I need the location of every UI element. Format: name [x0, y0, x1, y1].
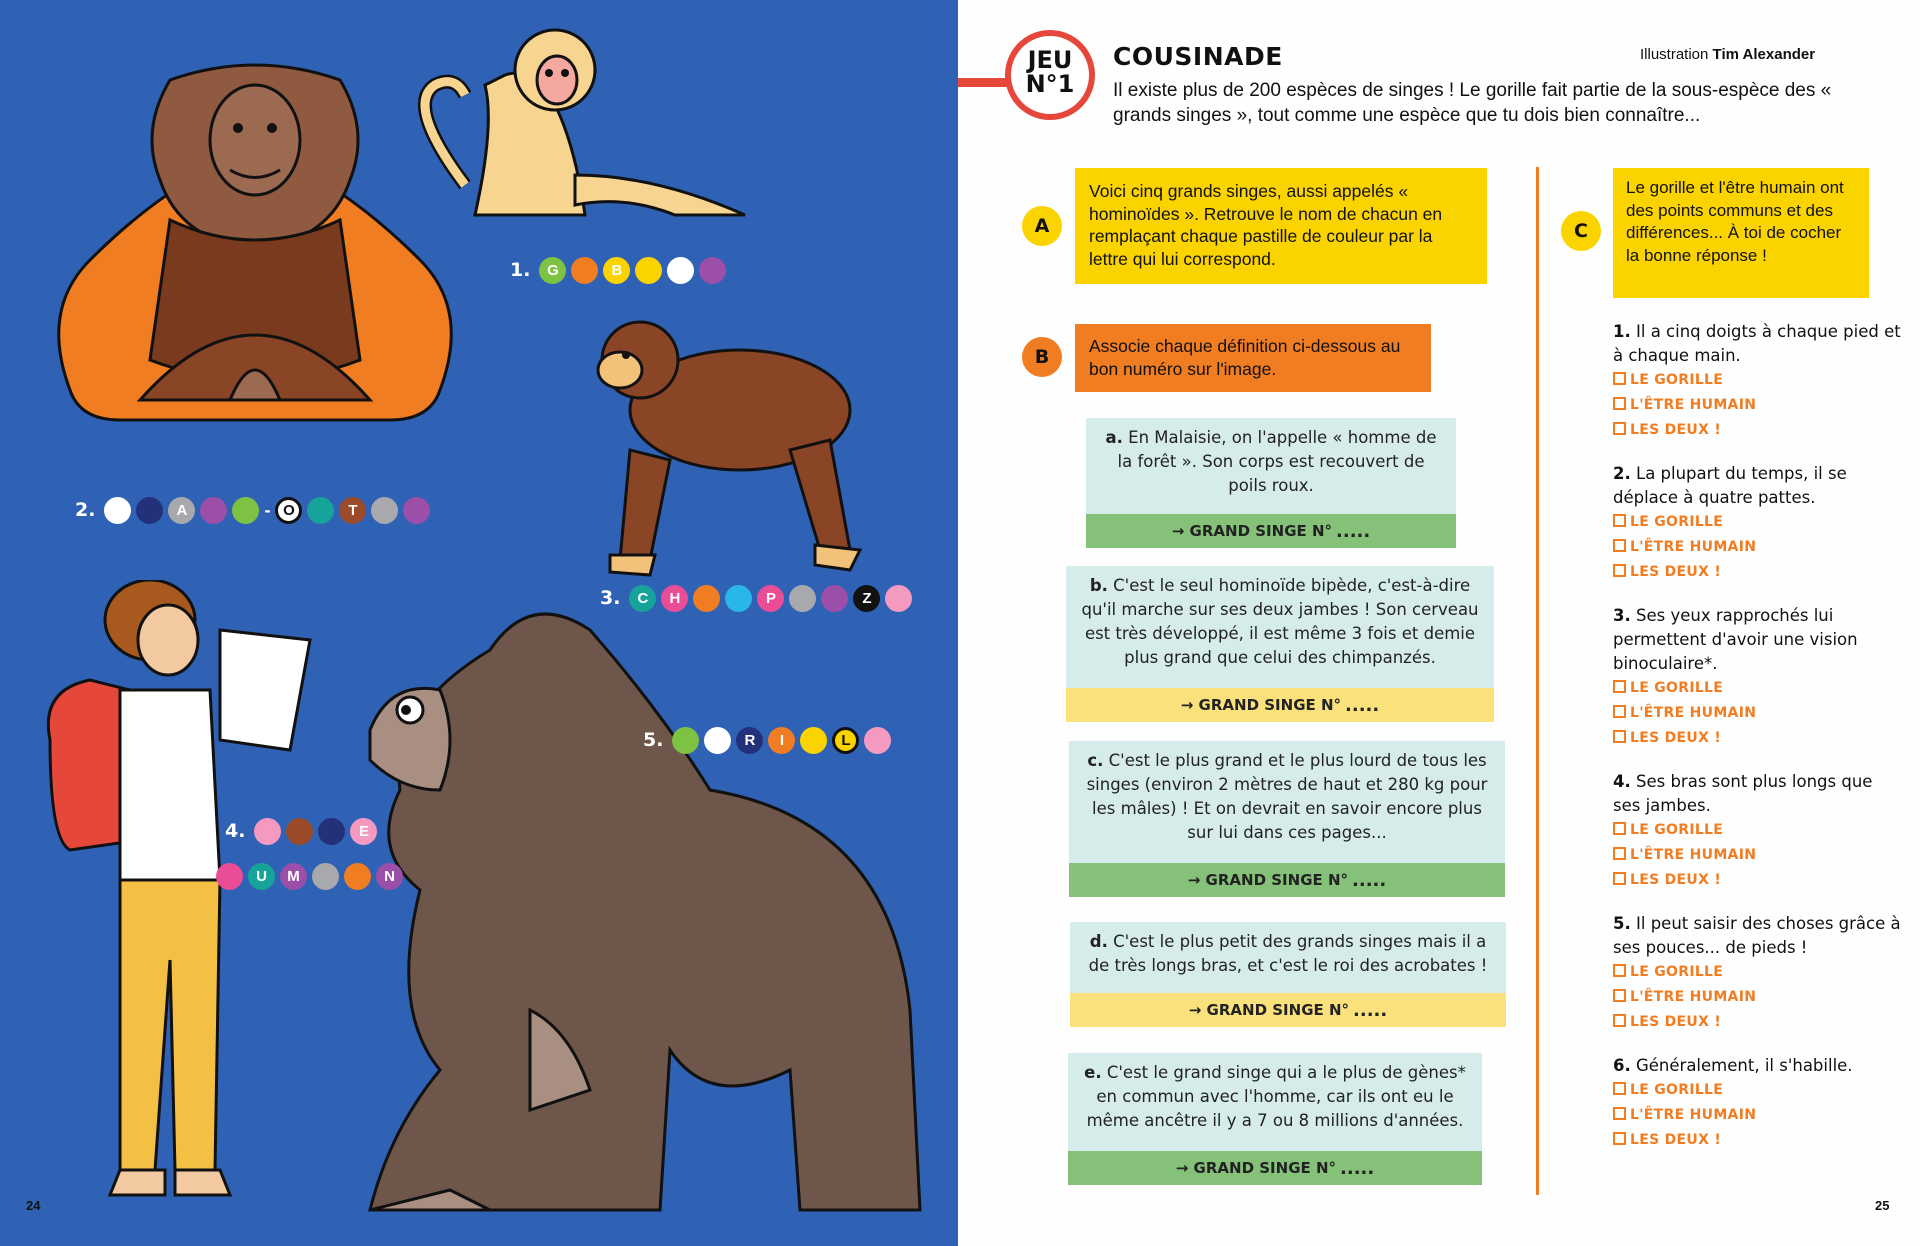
option-label: LES DEUX !: [1630, 1132, 1722, 1148]
column-divider: [1536, 167, 1539, 1195]
checkbox-icon[interactable]: [1613, 514, 1626, 527]
section-a-instruction: Voici cinq grands singes, aussi appelés « hominoïdes ». Retrouve le nom de chacun en remplaçant chaque pastille de couleur par la lettre qui lui correspond.: [1075, 168, 1487, 284]
definition-card-c: [1069, 741, 1505, 897]
question-6: [1613, 1054, 1903, 1153]
option-label: L'ÊTRE HUMAIN: [1630, 1107, 1757, 1123]
section-c-letter: C: [1574, 220, 1588, 242]
question-body: La plupart du temps, il se déplace à quatre pattes.: [1613, 464, 1847, 507]
answer-strip[interactable]: [1066, 688, 1494, 722]
checkbox-icon[interactable]: [1613, 872, 1626, 885]
illustration-credit: [1640, 46, 1815, 63]
color-dot: U: [248, 863, 275, 890]
color-dot: [403, 497, 430, 524]
answer-option[interactable]: [1613, 560, 1903, 585]
color-dot: [232, 497, 259, 524]
page-number-left: 24: [26, 1198, 41, 1213]
option-label: LES DEUX !: [1630, 564, 1722, 580]
answer-blank[interactable]: .....: [1340, 1157, 1375, 1179]
color-dot: [821, 585, 848, 612]
card-definition: En Malaisie, on l'appelle « homme de la forêt ». Son corps est recouvert de poils roux.: [1117, 428, 1437, 495]
checkbox-icon[interactable]: [1613, 1107, 1626, 1120]
option-label: LES DEUX !: [1630, 730, 1722, 746]
question-number: 2.: [1613, 464, 1631, 483]
answer-blank[interactable]: .....: [1353, 999, 1388, 1021]
color-dot: [693, 585, 720, 612]
game-badge: [1005, 30, 1095, 120]
card-text: [1069, 741, 1505, 845]
answer-label: → GRAND SINGE N°: [1188, 1001, 1350, 1019]
question-text: [1613, 462, 1903, 510]
code-dash: -: [264, 499, 271, 520]
code-number: 1.: [510, 259, 531, 281]
checkbox-icon[interactable]: [1613, 397, 1626, 410]
color-dot: [371, 497, 398, 524]
card-letter: c.: [1087, 751, 1104, 770]
question-number: 3.: [1613, 606, 1631, 625]
checkbox-icon[interactable]: [1613, 1132, 1626, 1145]
answer-option[interactable]: [1613, 368, 1903, 393]
code-row-5: [643, 725, 891, 755]
answer-option[interactable]: [1613, 985, 1903, 1010]
question-number: 6.: [1613, 1056, 1631, 1075]
option-label: L'ÊTRE HUMAIN: [1630, 397, 1757, 413]
left-page: [0, 0, 958, 1246]
color-dot: M: [280, 863, 307, 890]
color-dot: [286, 818, 313, 845]
question-number: 4.: [1613, 772, 1631, 791]
answer-option[interactable]: [1613, 843, 1903, 868]
color-dot: [635, 257, 662, 284]
page-title: COUSINADE: [1113, 42, 1283, 71]
color-dot: [307, 497, 334, 524]
code-row-1: [510, 255, 726, 285]
answer-blank[interactable]: .....: [1345, 694, 1380, 716]
definition-card-d: [1070, 922, 1506, 1027]
section-c-instruction: Le gorille et l'être humain ont des points communs et des différences... À toi de cocher la bonne réponse !: [1613, 168, 1869, 298]
answer-blank[interactable]: .....: [1352, 869, 1387, 891]
checkbox-icon[interactable]: [1613, 989, 1626, 1002]
color-dot: [667, 257, 694, 284]
gorilla-illustration: [330, 590, 930, 1230]
checkbox-icon[interactable]: [1613, 847, 1626, 860]
answer-strip[interactable]: [1068, 1151, 1482, 1185]
option-label: LE GORILLE: [1630, 514, 1724, 530]
question-4: [1613, 770, 1903, 893]
color-dot: O: [275, 497, 302, 524]
card-text: [1086, 418, 1456, 498]
answer-option[interactable]: [1613, 1128, 1903, 1153]
checkbox-icon[interactable]: [1613, 730, 1626, 743]
color-dot: [344, 863, 371, 890]
color-dot: P: [757, 585, 784, 612]
gibbon-illustration: [405, 25, 845, 255]
section-b-marker: [1022, 337, 1062, 377]
code-row-2: [75, 495, 430, 525]
color-dot: [318, 818, 345, 845]
color-dot: [725, 585, 752, 612]
section-b-instruction: Associe chaque définition ci-dessous au bon numéro sur l'image.: [1075, 324, 1431, 392]
question-text: [1613, 770, 1903, 818]
color-dot: [216, 863, 243, 890]
color-dot: C: [629, 585, 656, 612]
color-dot: [104, 497, 131, 524]
question-5: [1613, 912, 1903, 1035]
answer-option[interactable]: [1613, 818, 1903, 843]
color-dot: A: [168, 497, 195, 524]
card-text: [1068, 1053, 1482, 1133]
answer-label: → GRAND SINGE N°: [1187, 871, 1349, 889]
checkbox-icon[interactable]: [1613, 680, 1626, 693]
credit-name: Tim Alexander: [1712, 46, 1816, 63]
checkbox-icon[interactable]: [1613, 964, 1626, 977]
option-label: LE GORILLE: [1630, 680, 1724, 696]
question-body: Ses bras sont plus longs que ses jambes.: [1613, 772, 1873, 815]
question-text: [1613, 1054, 1903, 1078]
chimpanzee-illustration: [590, 300, 920, 580]
answer-strip[interactable]: [1070, 993, 1506, 1027]
card-definition: C'est le plus petit des grands singes mais il a de très longs bras, et c'est le roi des acrobates !: [1088, 932, 1488, 975]
section-a-marker: [1022, 206, 1062, 246]
code-number: 3.: [600, 587, 621, 609]
color-dot: [704, 727, 731, 754]
question-2: [1613, 462, 1903, 585]
question-text: [1613, 912, 1903, 960]
checkbox-icon[interactable]: [1613, 705, 1626, 718]
color-dot: [571, 257, 598, 284]
option-label: L'ÊTRE HUMAIN: [1630, 989, 1757, 1005]
card-letter: a.: [1105, 428, 1123, 447]
answer-option[interactable]: [1613, 1078, 1903, 1103]
code-row-4a: [225, 816, 377, 846]
color-dot: G: [539, 257, 566, 284]
definition-card-e: [1068, 1053, 1482, 1185]
color-dot: I: [768, 727, 795, 754]
question-body: Généralement, il s'habille.: [1630, 1056, 1853, 1075]
option-label: LE GORILLE: [1630, 1082, 1724, 1098]
intro-text: Il existe plus de 200 espèces de singes ! Le gorille fait partie de la sous-espèce des « grands singes », tout comme une espèce que tu dois bien connaître...: [1113, 80, 1832, 126]
definition-card-b: [1066, 566, 1494, 722]
color-dot: [864, 727, 891, 754]
card-letter: e.: [1084, 1063, 1102, 1082]
card-definition: C'est le seul hominoïde bipède, c'est-à-dire qu'il marche sur ses deux jambes ! Son cerveau est très développé, il est même 3 fois et demie plus grand que celui des chimpanzés.: [1081, 576, 1479, 667]
question-number: 1.: [1613, 322, 1631, 341]
badge-line-1: JEU: [1027, 46, 1073, 74]
credit-label: Illustration: [1640, 46, 1709, 63]
checkbox-icon[interactable]: [1613, 422, 1626, 435]
option-label: LES DEUX !: [1630, 872, 1722, 888]
page-number-right: 25: [1875, 1198, 1890, 1213]
option-label: LES DEUX !: [1630, 422, 1722, 438]
option-label: LE GORILLE: [1630, 964, 1724, 980]
color-dot: B: [603, 257, 630, 284]
answer-strip[interactable]: [1086, 514, 1456, 548]
question-text: [1613, 320, 1903, 368]
question-number: 5.: [1613, 914, 1631, 933]
question-1: [1613, 320, 1903, 443]
color-dot: [885, 585, 912, 612]
answer-option[interactable]: [1613, 535, 1903, 560]
color-dot: [200, 497, 227, 524]
color-dot: [800, 727, 827, 754]
color-dot: Z: [853, 585, 880, 612]
checkbox-icon[interactable]: [1613, 822, 1626, 835]
color-dot: R: [736, 727, 763, 754]
option-label: LE GORILLE: [1630, 372, 1724, 388]
answer-option[interactable]: [1613, 676, 1903, 701]
color-dot: E: [350, 818, 377, 845]
human-explorer-illustration: [40, 580, 340, 1220]
question-body: Il peut saisir des choses grâce à ses pouces... de pieds !: [1613, 914, 1901, 957]
card-text: [1070, 922, 1506, 978]
answer-option[interactable]: [1613, 393, 1903, 418]
answer-option[interactable]: [1613, 868, 1903, 893]
code-row-4b: [216, 861, 403, 891]
question-text: [1613, 604, 1903, 676]
card-letter: b.: [1089, 576, 1108, 595]
card-text: [1066, 566, 1494, 670]
card-definition: C'est le plus grand et le plus lourd de tous les singes (environ 2 mètres de haut et 280 kg pour les mâles) ! Et on devrait en savoir encore plus sur lui dans ces pages...: [1086, 751, 1488, 842]
color-dot: N: [376, 863, 403, 890]
badge-line-2: N°1: [1025, 70, 1075, 98]
section-a-letter: A: [1034, 215, 1050, 237]
color-dot: [699, 257, 726, 284]
option-label: L'ÊTRE HUMAIN: [1630, 847, 1757, 863]
option-label: L'ÊTRE HUMAIN: [1630, 705, 1757, 721]
checkbox-icon[interactable]: [1613, 539, 1626, 552]
checkbox-icon[interactable]: [1613, 372, 1626, 385]
color-dot: H: [661, 585, 688, 612]
answer-strip[interactable]: [1069, 863, 1505, 897]
option-label: LE GORILLE: [1630, 822, 1724, 838]
color-dot: [789, 585, 816, 612]
answer-option[interactable]: [1613, 510, 1903, 535]
color-dot: [672, 727, 699, 754]
option-label: LES DEUX !: [1630, 1014, 1722, 1030]
card-definition: C'est le grand singe qui a le plus de gènes* en commun avec l'homme, car ils ont eu le même ancêtre il y a 7 ou 8 millions d'années.: [1086, 1063, 1466, 1130]
checkbox-icon[interactable]: [1613, 564, 1626, 577]
option-label: L'ÊTRE HUMAIN: [1630, 539, 1757, 555]
question-3: [1613, 604, 1903, 751]
checkbox-icon[interactable]: [1613, 1082, 1626, 1095]
section-c-marker: [1561, 211, 1601, 251]
answer-option[interactable]: [1613, 1103, 1903, 1128]
answer-label: → GRAND SINGE N°: [1175, 1159, 1337, 1177]
question-body: Ses yeux rapprochés lui permettent d'avoir une vision binoculaire*.: [1613, 606, 1858, 673]
code-number: 2.: [75, 499, 96, 521]
answer-label: → GRAND SINGE N°: [1171, 522, 1333, 540]
answer-option[interactable]: [1613, 418, 1903, 443]
checkbox-icon[interactable]: [1613, 1014, 1626, 1027]
color-dot: [136, 497, 163, 524]
code-number: 4.: [225, 820, 246, 842]
color-dot: [254, 818, 281, 845]
question-body: Il a cinq doigts à chaque pied et à chaque main.: [1613, 322, 1901, 365]
answer-label: → GRAND SINGE N°: [1180, 696, 1342, 714]
code-number: 5.: [643, 729, 664, 751]
code-row-3: [600, 583, 912, 613]
answer-option[interactable]: [1613, 960, 1903, 985]
answer-option[interactable]: [1613, 1010, 1903, 1035]
card-letter: d.: [1089, 932, 1108, 951]
color-dot: L: [832, 727, 859, 754]
answer-option[interactable]: [1613, 701, 1903, 726]
answer-blank[interactable]: .....: [1336, 520, 1371, 542]
color-dot: T: [339, 497, 366, 524]
definition-card-a: [1086, 418, 1456, 548]
color-dot: [312, 863, 339, 890]
section-b-letter: B: [1034, 346, 1050, 368]
answer-option[interactable]: [1613, 726, 1903, 751]
